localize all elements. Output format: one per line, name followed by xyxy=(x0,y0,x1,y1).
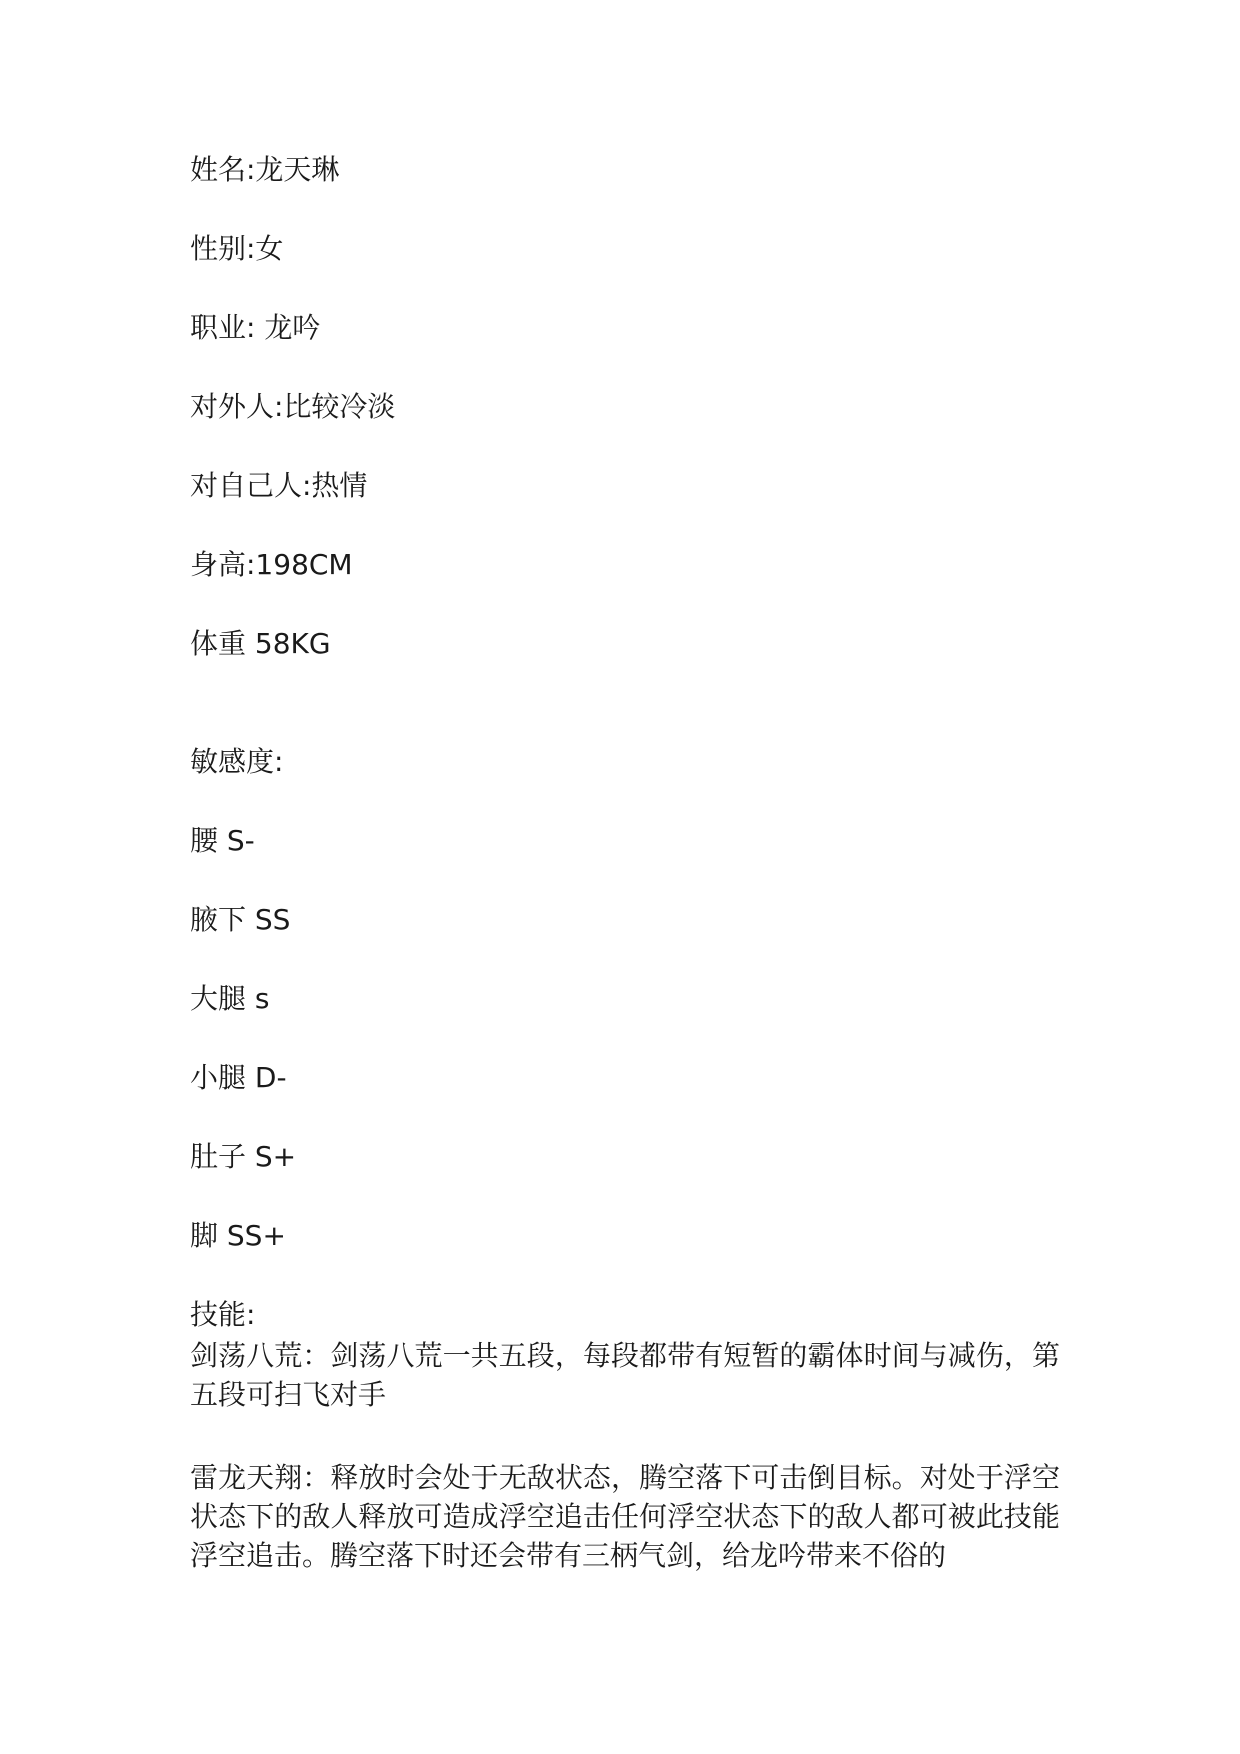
sensitivity-heading: 敏感度: xyxy=(190,745,284,778)
gender-line: 性别:女 xyxy=(190,232,284,265)
sensitivity-item: 肚子 S+ xyxy=(190,1140,297,1173)
sensitivity-item: 腋下 SS xyxy=(190,903,291,936)
attitude-outsiders-line: 对外人:比较冷淡 xyxy=(190,390,396,423)
sensitivity-item: 脚 SS+ xyxy=(190,1219,286,1252)
attitude-own-line: 对自己人:热情 xyxy=(190,469,368,502)
skill-paragraph: 雷龙天翔：释放时会处于无敌状态，腾空落下可击倒目标。对处于浮空状态下的敌人释放可造成浮空追击任何浮空状态下的敌人都可被此技能浮空追击。腾空落下时还会带有三柄气剑，给龙吟带来不俗的 xyxy=(190,1461,1060,1572)
job-line: 职业: 龙吟 xyxy=(190,311,321,344)
sensitivity-item: 腰 S- xyxy=(190,824,255,857)
weight-line: 体重 58KG xyxy=(190,627,331,660)
sensitivity-item: 大腿 s xyxy=(190,982,270,1015)
sensitivity-item: 小腿 D- xyxy=(190,1061,287,1094)
height-line: 身高:198CM xyxy=(190,548,353,581)
skill-paragraph: 剑荡八荒：剑荡八荒一共五段，每段都带有短暂的霸体时间与减伤，第五段可扫飞对手 xyxy=(190,1339,1060,1411)
skills-heading: 技能: xyxy=(190,1298,256,1331)
name-line: 姓名:龙天琳 xyxy=(190,153,340,186)
